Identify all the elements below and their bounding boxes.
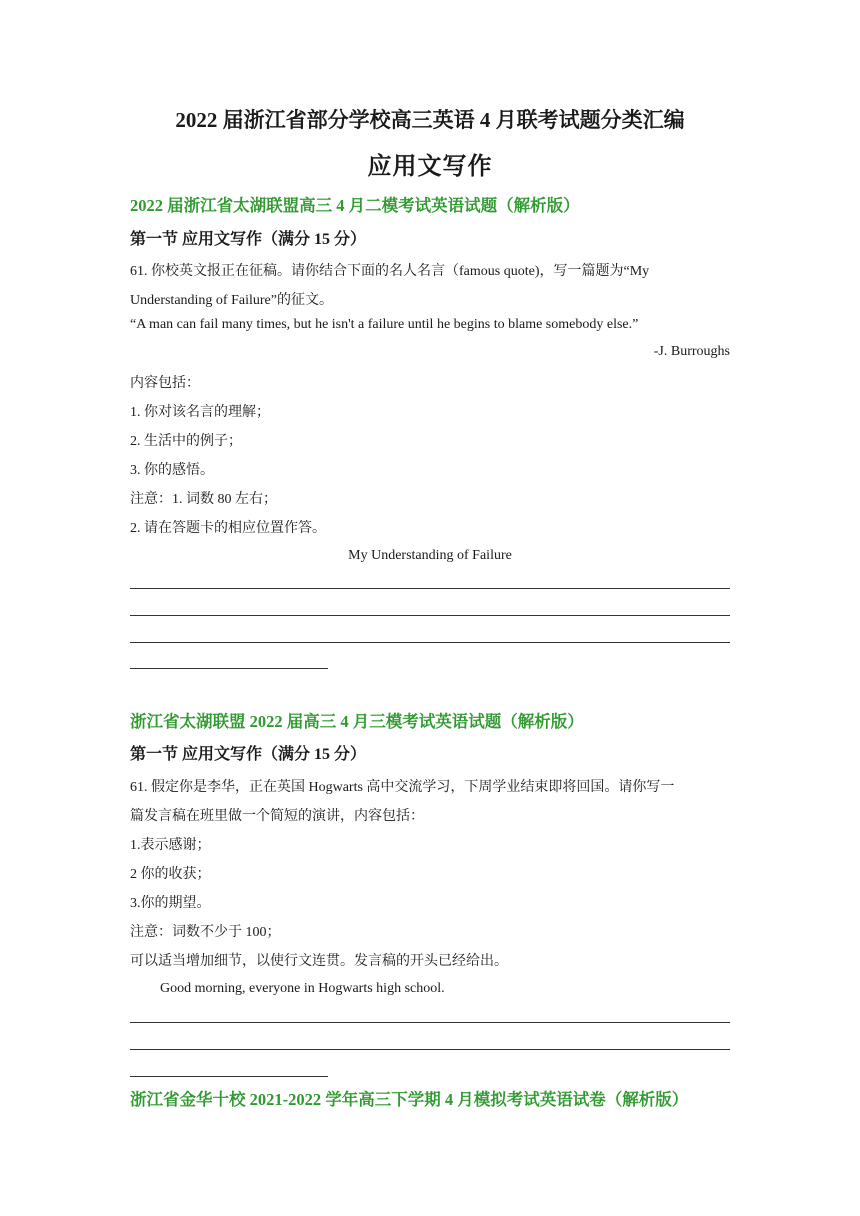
section-1-essay-title: My Understanding of Failure <box>348 548 512 563</box>
answer-line <box>130 668 328 669</box>
document-subtitle: 应用文写作 <box>367 154 493 180</box>
section-2-item: 1.表示感谢； <box>130 838 211 853</box>
answer-line <box>130 642 730 643</box>
answer-line <box>130 588 730 589</box>
answer-line <box>130 1076 328 1077</box>
section-2-item: 3.你的期望。 <box>130 896 211 911</box>
answer-line <box>130 615 730 616</box>
section-2-prompt-line-1: 61. 假定你是李华，正在英国 Hogwarts 高中交流学习，下周学业结束即将回国。请你写一 <box>130 780 675 795</box>
section-2-note: 可以适当增加细节，以使行文连贯。发言稿的开头已经给出。 <box>130 954 508 969</box>
section-1-quote: “A man can fail many times, but he isn't a failure until he begins to blame somebody else.” <box>130 317 639 332</box>
section-1-heading: 第一节 应用文写作（满分 15 分） <box>130 231 367 248</box>
section-1-item: 3. 你的感悟。 <box>130 463 214 478</box>
section-1-prompt-line-2: Understanding of Failure”的征文。 <box>130 293 333 308</box>
section-1-contents-label: 内容包括： <box>130 376 200 391</box>
section-1-quote-author: -J. Burroughs <box>653 344 730 359</box>
document-title: 2022 届浙江省部分学校高三英语 4 月联考试题分类汇编 <box>175 108 685 132</box>
section-1-note: 注意：1. 词数 80 左右； <box>130 492 277 507</box>
section-2-note: 注意：词数不少于 100； <box>130 925 281 940</box>
section-1-item: 2. 生活中的例子； <box>130 434 242 449</box>
answer-line <box>130 1049 730 1050</box>
section-2-heading: 第一节 应用文写作（满分 15 分） <box>130 746 367 763</box>
section-2-opening: Good morning, everyone in Hogwarts high school. <box>160 981 445 996</box>
section-2-prompt-line-2: 篇发言稿在班里做一个简短的演讲，内容包括： <box>130 809 424 824</box>
section-2-item: 2 你的收获； <box>130 867 211 882</box>
section-1-note: 2. 请在答题卡的相应位置作答。 <box>130 521 326 536</box>
section-1-source: 2022 届浙江省太湖联盟高三 4 月二模考试英语试题（解析版） <box>130 196 580 215</box>
section-3-source: 浙江省金华十校 2021-2022 学年高三下学期 4 月模拟考试英语试卷（解析版） <box>130 1090 689 1109</box>
answer-line <box>130 1022 730 1023</box>
section-1-item: 1. 你对该名言的理解； <box>130 405 270 420</box>
section-2-source: 浙江省太湖联盟 2022 届高三 4 月三模考试英语试题（解析版） <box>130 712 584 731</box>
section-1-prompt-line-1: 61. 你校英文报正在征稿。请你结合下面的名人名言（famous quote)，写一篇题为“My <box>130 264 650 279</box>
